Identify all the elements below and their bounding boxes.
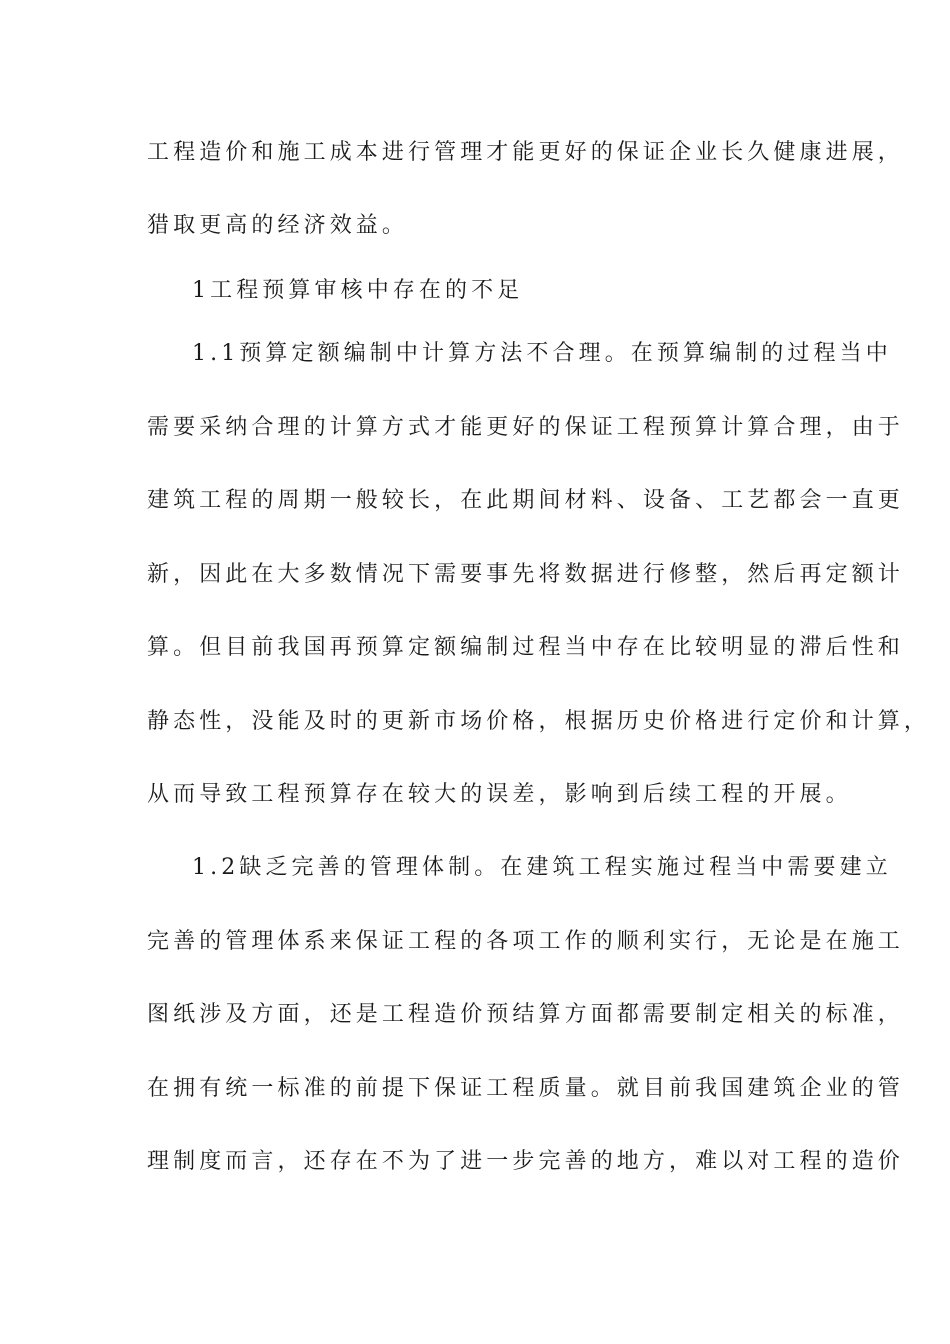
paragraph-1-line-4: 新，因此在大多数情况下需要事先将数据进行修整，然后再定额计 [147, 562, 904, 587]
paragraph-1-line-7: 从而导致工程预算存在较大的误差，影响到后续工程的开展。 [147, 782, 852, 807]
paragraph-1-line-6: 静态性，没能及时的更新市场价格，根据历史价格进行定价和计算， [147, 709, 931, 734]
paragraph-2-line-4: 在拥有统一标准的前提下保证工程质量。就目前我国建筑企业的管 [147, 1076, 904, 1101]
paragraph-1-line-2: 需要采纳合理的计算方式才能更好的保证工程预算计算合理，由于 [147, 415, 904, 440]
text-line-1: 工程造价和施工成本进行管理才能更好的保证企业长久健康进展， [147, 140, 904, 165]
paragraph-2-line-2: 完善的管理体系来保证工程的各项工作的顺利实行，无论是在施工 [147, 929, 904, 954]
paragraph-2-line-3: 图纸涉及方面，还是工程造价预结算方面都需要制定相关的标准， [147, 1002, 904, 1027]
text-line-2: 猎取更高的经济效益。 [147, 213, 409, 238]
section-heading-1: 1工程预算审核中存在的不足 [192, 278, 524, 303]
paragraph-1-line-5: 算。但目前我国再预算定额编制过程当中存在比较明显的滞后性和 [147, 635, 904, 660]
paragraph-1-line-1: 1.1预算定额编制中计算方法不合理。在预算编制的过程当中 [192, 341, 892, 366]
paragraph-2-line-1: 1.2缺乏完善的管理体制。在建筑工程实施过程当中需要建立 [192, 855, 892, 880]
paragraph-2-line-5: 理制度而言，还存在不为了进一步完善的地方，难以对工程的造价 [147, 1149, 904, 1174]
paragraph-1-line-3: 建筑工程的周期一般较长，在此期间材料、设备、工艺都会一直更 [147, 488, 904, 513]
